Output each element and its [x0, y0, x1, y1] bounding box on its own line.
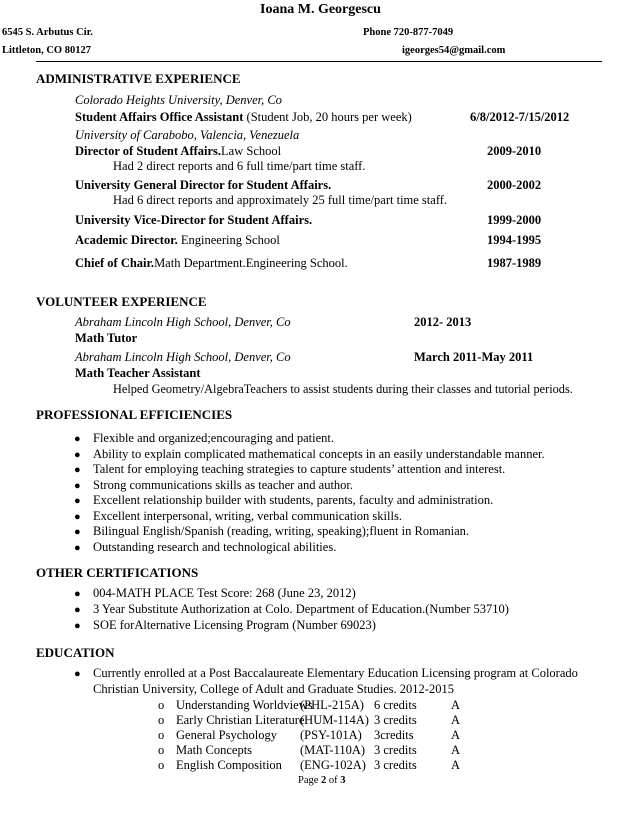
admin-date-4: 1999-2000 — [487, 213, 542, 227]
education-line-1: Currently enrolled at a Post Baccalaureate Elementary Education Licensing program at Colorado — [93, 666, 578, 680]
circle-bullet-icon: o — [158, 728, 165, 742]
volunteer-org-2: Abraham Lincoln High School, Denver, Co — [75, 350, 291, 364]
course-grade: A — [451, 758, 461, 772]
circle-bullet-icon: o — [158, 698, 165, 712]
efficiency-item: Flexible and organized;encouraging and patient. — [93, 431, 335, 445]
admin-role-6-title: Chief of Chair. — [75, 256, 155, 270]
section-title-education: EDUCATION — [36, 645, 115, 660]
section-title-efficiencies: PROFESSIONAL EFFICIENCIES — [36, 407, 233, 422]
course-grade: A — [451, 713, 461, 727]
course-name: English Composition — [176, 758, 282, 772]
admin-date-1: 6/8/2012-7/15/2012 — [470, 110, 570, 124]
section-title-certifications: OTHER CERTIFICATIONS — [36, 565, 199, 580]
efficiency-item: Ability to explain complicated mathematical concepts in an easily understandable manner. — [93, 446, 545, 461]
admin-date-5: 1994-1995 — [487, 233, 542, 247]
volunteer-role-2: Math Teacher Assistant — [75, 366, 201, 380]
bullet-icon: ● — [74, 526, 81, 538]
page-total: 3 — [340, 775, 346, 786]
volunteer-note-2: Helped Geometry/AlgebraTeachers to assist students during their classes and tutorial periods. — [113, 382, 573, 396]
course-name: General Psychology — [176, 728, 278, 742]
course-code: (ENG-102A) — [300, 758, 366, 772]
efficiency-item: Excellent relationship builder with students, parents, faculty and administration. — [93, 493, 494, 507]
admin-role-5-title: Academic Director. — [75, 233, 178, 247]
resume-name: Ioana M. Georgescu — [260, 2, 381, 17]
education-line-2: Christian University, College of Adult and Graduate Studies. 2012-2015 — [93, 682, 454, 696]
admin-role-2-detail: Law School — [221, 144, 282, 158]
bullet-icon: ● — [74, 668, 81, 680]
address-line-2: Littleton, CO 80127 — [2, 45, 91, 56]
admin-date-2: 2009-2010 — [487, 144, 542, 158]
course-code: (MAT-110A) — [300, 743, 366, 757]
admin-role-5-detail: Engineering School — [177, 233, 280, 247]
bullet-icon: ● — [74, 479, 81, 492]
circle-bullet-icon: o — [158, 743, 165, 757]
efficiency-item: Excellent interpersonal, writing, verbal communication skills. — [93, 508, 402, 523]
admin-role-4: University Vice-Director for Student Affairs. — [75, 213, 313, 227]
admin-role-3: University General Director for Student Affairs. — [75, 178, 332, 192]
admin-org-2: University of Carabobo, Valencia, Venezuela — [75, 128, 300, 142]
course-name: Understanding Worldviews — [176, 698, 313, 712]
course-credits: 6 credits — [374, 698, 417, 712]
admin-role-6 — [75, 256, 348, 271]
bullet-icon: ● — [74, 495, 81, 507]
admin-org-1: Colorado Heights University, Denver, Co — [75, 93, 282, 107]
of-word: of — [326, 775, 341, 786]
volunteer-date-1: 2012- 2013 — [414, 315, 472, 329]
page-number: 2 — [321, 775, 327, 786]
bullet-icon: ● — [74, 620, 81, 632]
admin-role-1 — [75, 110, 412, 125]
certification-item: 004-MATH PLACE Test Score: 268 (June 23, 2012) — [93, 586, 356, 600]
course-code: (HUM-114A) — [300, 713, 369, 727]
course-credits: 3 credits — [374, 713, 417, 727]
admin-role-6-detail: Math Department.Engineering School. — [154, 256, 348, 270]
admin-role-1-detail: (Student Job, 20 hours per week) — [243, 110, 412, 124]
admin-date-3: 2000-2002 — [487, 178, 542, 192]
certification-item: SOE forAlternative Licensing Program (Number 69023) — [93, 618, 376, 632]
course-name: Early Christian Literature — [176, 713, 305, 727]
bullet-icon: ● — [74, 604, 81, 616]
course-credits: 3credits — [374, 728, 414, 742]
volunteer-role-1: Math Tutor — [75, 331, 138, 345]
admin-note-2: Had 2 direct reports and 6 full time/part time staff. — [113, 159, 366, 173]
admin-note-3: Had 6 direct reports and approximately 25 full time/part time staff. — [113, 193, 448, 207]
efficiency-item: Bilingual English/Spanish (reading, writing, speaking);fluent in Romanian. — [93, 524, 469, 538]
circle-bullet-icon: o — [158, 758, 165, 772]
course-credits: 3 credits — [374, 743, 417, 757]
bullet-icon: ● — [74, 588, 81, 600]
page-word: Page — [298, 775, 322, 786]
admin-role-5 — [75, 233, 280, 248]
bullet-icon: ● — [74, 541, 81, 554]
bullet-icon: ● — [74, 464, 81, 476]
volunteer-date-2: March 2011-May 2011 — [414, 350, 534, 364]
course-grade: A — [451, 743, 461, 757]
admin-date-6: 1987-1989 — [487, 256, 542, 270]
bullet-icon: ● — [74, 510, 81, 523]
efficiency-item: Talent for employing teaching strategies to capture students’ attention and interest. — [93, 462, 506, 476]
admin-role-2-title: Director of Student Affairs. — [75, 144, 222, 158]
course-grade: A — [451, 728, 461, 742]
email: igeorges54@gmail.com — [402, 45, 506, 56]
bullet-icon: ● — [74, 448, 81, 461]
efficiency-item: Strong communications skills as teacher and author. — [93, 477, 354, 492]
course-name: Math Concepts — [176, 743, 253, 757]
admin-role-1-title: Student Affairs Office Assistant — [75, 110, 244, 124]
efficiency-item: Outstanding research and technological abilities. — [93, 539, 337, 554]
header-divider — [36, 61, 602, 62]
course-credits: 3 credits — [374, 758, 417, 772]
bullet-icon: ● — [74, 433, 81, 445]
course-grade: A — [451, 698, 461, 712]
certification-item: 3 Year Substitute Authorization at Colo. Department of Education.(Number 53710) — [93, 602, 509, 616]
section-title-admin: ADMINISTRATIVE EXPERIENCE — [36, 71, 241, 86]
section-title-volunteer: VOLUNTEER EXPERIENCE — [36, 294, 207, 309]
course-code: (PSY-101A) — [300, 728, 362, 742]
phone: Phone 720-877-7049 — [363, 27, 454, 38]
address-line-1: 6545 S. Arbutus Cir. — [2, 27, 93, 38]
admin-role-2 — [75, 144, 281, 159]
circle-bullet-icon: o — [158, 713, 165, 727]
course-code: (PHL-215A) — [300, 698, 364, 712]
page-footer — [298, 775, 346, 786]
volunteer-org-1: Abraham Lincoln High School, Denver, Co — [75, 315, 291, 329]
